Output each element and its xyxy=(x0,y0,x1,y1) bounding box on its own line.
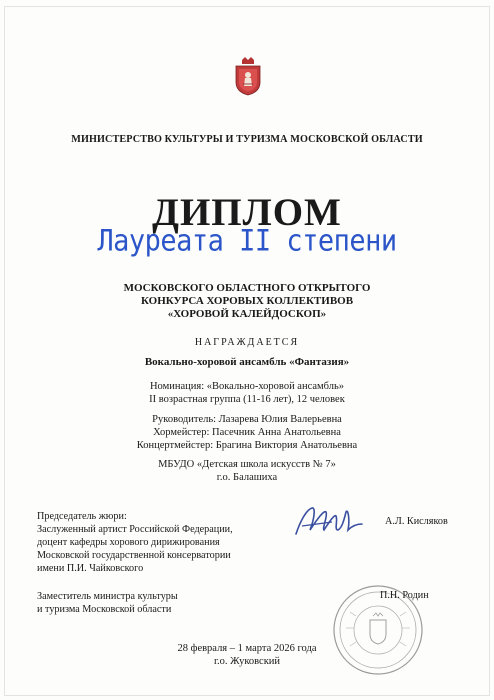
ministry-title: МИНИСТЕРСТВО КУЛЬТУРЫ И ТУРИЗМА МОСКОВСКОЙ ОБЛАСТИ xyxy=(71,134,423,145)
staff-accompanist: Концертмейстер: Брагина Виктория Анатольевна xyxy=(136,440,358,451)
chair-line-2: Заслуженный артист Российской Федерации, xyxy=(37,524,233,535)
chair-line-3: доцент кафедры хорового дирижирования xyxy=(37,537,220,548)
school-block xyxy=(0,458,494,484)
contest-line-2: КОНКУРСА ХОРОВЫХ КОЛЛЕКТИВОВ xyxy=(140,295,354,307)
date-block xyxy=(0,642,494,668)
deputy-minister-block xyxy=(37,590,178,616)
deputy-name: П.Н. Родин xyxy=(380,590,429,601)
school-city: г.о. Балашиха xyxy=(216,472,278,483)
jury-chair-block xyxy=(37,510,233,575)
staff-block xyxy=(0,413,494,452)
chair-line-5: имени П.И. Чайковского xyxy=(37,563,144,574)
event-dates: 28 февраля – 1 марта 2026 года xyxy=(177,643,317,654)
school-name: МБУДО «Детская школа искусств № 7» xyxy=(158,459,336,470)
chair-signature xyxy=(288,500,368,544)
awarded-label: НАГРАЖДАЕТСЯ xyxy=(194,337,300,348)
chair-name: А.Л. Кисляков xyxy=(385,516,448,527)
contest-name xyxy=(0,282,494,321)
deputy-line-1: Заместитель министра культуры xyxy=(37,591,178,602)
staff-director: Руководитель: Лазарева Юлия Валерьевна xyxy=(152,414,342,425)
degree-stamp: Лауреата II степени xyxy=(97,224,397,259)
contest-line-3: «ХОРОВОЙ КАЛЕЙДОСКОП» xyxy=(167,308,327,320)
diploma-title: ДИПЛОМ xyxy=(152,191,342,234)
nomination-line-1: Номинация: «Вокально-хоровой ансамбль» xyxy=(149,381,345,392)
coat-of-arms-icon xyxy=(232,56,264,96)
chair-line-4: Московской государственной консерватории xyxy=(37,550,231,561)
nomination-block xyxy=(0,380,494,406)
nomination-line-2: II возрастная группа (11-16 лет), 12 человек xyxy=(149,394,345,405)
contest-line-1: МОСКОВСКОГО ОБЛАСТНОГО ОТКРЫТОГО xyxy=(123,282,371,294)
staff-choirmaster: Хормейстер: Пасечник Анна Анатольевна xyxy=(153,427,341,438)
chair-line-1: Председатель жюри: xyxy=(37,511,127,522)
ensemble-name: Вокально-хоровой ансамбль «Фантазия» xyxy=(144,356,350,368)
event-city: г.о. Жуковский xyxy=(213,656,281,667)
deputy-line-2: и туризма Московской области xyxy=(37,604,172,615)
